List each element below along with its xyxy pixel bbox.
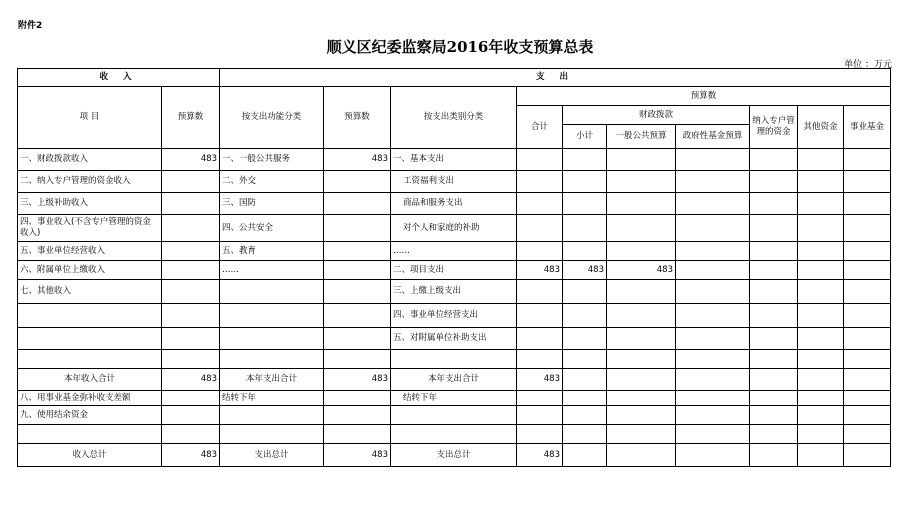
function-budget-cell <box>324 261 391 280</box>
special-funds-cell <box>750 171 798 193</box>
income-budget-cell <box>162 280 220 304</box>
total-cell <box>517 149 563 171</box>
total-header: 合计 <box>517 106 563 149</box>
type-item-cell: 二、项目支出 <box>391 261 517 280</box>
type-item-cell <box>391 406 517 425</box>
other-funds-cell <box>798 369 844 391</box>
other-funds-cell <box>798 304 844 328</box>
subtotal-cell <box>563 171 607 193</box>
function-budget-cell <box>324 406 391 425</box>
function-budget-cell <box>324 350 391 369</box>
special-funds-cell <box>750 369 798 391</box>
table-row <box>18 328 891 350</box>
type-item-cell: 工资福利支出 <box>391 171 517 193</box>
general-budget-cell <box>607 193 676 215</box>
general-budget-cell <box>607 444 676 467</box>
function-budget-cell <box>324 215 391 242</box>
type-item-cell: 商品和服务支出 <box>391 193 517 215</box>
function-item-cell: 本年支出合计 <box>220 369 324 391</box>
type-item-cell: 支出总计 <box>391 444 517 467</box>
income-item-cell <box>18 350 162 369</box>
income-item-cell: 收入总计 <box>18 444 162 467</box>
header-row-2 <box>18 87 891 106</box>
fiscal-header: 财政拨款 <box>563 106 750 125</box>
gov-fund-header: 政府性基金预算 <box>676 125 750 149</box>
general-budget-cell <box>607 242 676 261</box>
table-row <box>18 193 891 215</box>
special-funds-cell <box>750 425 798 444</box>
function-budget-cell <box>324 242 391 261</box>
unit-label: 单位 ：万元 <box>844 60 892 70</box>
career-fund-cell <box>844 444 891 467</box>
type-item-cell: 一、基本支出 <box>391 149 517 171</box>
career-fund-cell <box>844 215 891 242</box>
gov-fund-cell <box>676 444 750 467</box>
type-item-cell: 结转下年 <box>391 391 517 406</box>
function-budget-cell <box>324 328 391 350</box>
income-budget-cell <box>162 406 220 425</box>
general-budget-cell <box>607 280 676 304</box>
general-budget-cell <box>607 304 676 328</box>
function-budget-header: 预算数 <box>324 87 391 149</box>
subtotal-cell <box>563 304 607 328</box>
income-item-cell: 六、附属单位上缴收入 <box>18 261 162 280</box>
income-budget-cell <box>162 328 220 350</box>
table-row <box>18 406 891 425</box>
career-fund-header: 事业基金 <box>844 106 891 149</box>
special-funds-cell <box>750 280 798 304</box>
special-funds-cell <box>750 328 798 350</box>
subtotal-cell <box>563 193 607 215</box>
general-budget-cell <box>607 350 676 369</box>
gov-fund-cell <box>676 350 750 369</box>
income-item-cell: 本年收入合计 <box>18 369 162 391</box>
table-row <box>18 444 891 467</box>
function-item-cell: 三、国防 <box>220 193 324 215</box>
special-funds-cell <box>750 304 798 328</box>
function-item-cell: …… <box>220 261 324 280</box>
total-cell <box>517 193 563 215</box>
other-funds-cell <box>798 425 844 444</box>
special-funds-cell <box>750 215 798 242</box>
gov-fund-cell <box>676 406 750 425</box>
special-funds-cell <box>750 193 798 215</box>
function-item-cell <box>220 304 324 328</box>
income-item-cell: 八、用事业基金弥补收支差额 <box>18 391 162 406</box>
career-fund-cell <box>844 149 891 171</box>
gov-fund-cell <box>676 280 750 304</box>
career-fund-cell <box>844 391 891 406</box>
function-budget-cell <box>324 391 391 406</box>
type-item-cell: 对个人和家庭的补助 <box>391 215 517 242</box>
income-header: 收 入 <box>18 69 220 87</box>
table-row <box>18 280 891 304</box>
general-budget-cell <box>607 328 676 350</box>
function-item-cell <box>220 328 324 350</box>
income-item-cell: 五、事业单位经营收入 <box>18 242 162 261</box>
function-item-cell: 二、外交 <box>220 171 324 193</box>
header-row-1 <box>18 69 891 87</box>
income-budget-cell <box>162 391 220 406</box>
gov-fund-cell <box>676 369 750 391</box>
career-fund-cell <box>844 406 891 425</box>
total-cell: 483 <box>517 444 563 467</box>
general-budget-cell <box>607 149 676 171</box>
table-row <box>18 242 891 261</box>
income-budget-cell: 483 <box>162 444 220 467</box>
subtotal-cell <box>563 149 607 171</box>
function-item-cell: 五、教育 <box>220 242 324 261</box>
function-item-cell: 四、公共安全 <box>220 215 324 242</box>
income-budget-header: 预算数 <box>162 87 220 149</box>
other-funds-cell <box>798 215 844 242</box>
attachment-label: 附件2 <box>18 21 43 31</box>
income-item-cell <box>18 304 162 328</box>
table-row <box>18 391 891 406</box>
function-budget-cell <box>324 193 391 215</box>
income-budget-cell <box>162 261 220 280</box>
subtotal-cell <box>563 425 607 444</box>
general-budget-cell <box>607 391 676 406</box>
function-budget-cell <box>324 304 391 328</box>
table-row <box>18 215 891 242</box>
income-item-cell: 一、财政拨款收入 <box>18 149 162 171</box>
function-class-header: 按支出功能分类 <box>220 87 324 149</box>
other-funds-cell <box>798 280 844 304</box>
page-title: 顺义区纪委监察局2016年收支预算总表 <box>326 38 594 56</box>
total-cell <box>517 242 563 261</box>
type-item-cell: 四、事业单位经营支出 <box>391 304 517 328</box>
other-funds-cell <box>798 193 844 215</box>
general-budget-cell <box>607 171 676 193</box>
career-fund-cell <box>844 369 891 391</box>
other-funds-cell <box>798 149 844 171</box>
total-cell <box>517 328 563 350</box>
type-item-cell: 三、上缴上级支出 <box>391 280 517 304</box>
table-row <box>18 425 891 444</box>
function-budget-cell <box>324 280 391 304</box>
special-funds-header: 纳入专户管理的资金 <box>750 106 798 149</box>
income-budget-cell: 483 <box>162 369 220 391</box>
total-cell <box>517 425 563 444</box>
general-budget-cell: 483 <box>607 261 676 280</box>
income-budget-cell <box>162 171 220 193</box>
subtotal-cell <box>563 215 607 242</box>
career-fund-cell <box>844 425 891 444</box>
total-cell: 483 <box>517 261 563 280</box>
subtotal-cell <box>563 444 607 467</box>
gov-fund-cell <box>676 261 750 280</box>
income-budget-cell <box>162 242 220 261</box>
income-budget-cell <box>162 215 220 242</box>
other-funds-cell <box>798 171 844 193</box>
special-funds-cell <box>750 149 798 171</box>
special-funds-cell <box>750 350 798 369</box>
career-fund-cell <box>844 171 891 193</box>
function-item-cell <box>220 350 324 369</box>
special-funds-cell <box>750 242 798 261</box>
function-budget-cell <box>324 171 391 193</box>
special-funds-cell <box>750 391 798 406</box>
total-cell <box>517 350 563 369</box>
total-cell <box>517 406 563 425</box>
career-fund-cell <box>844 242 891 261</box>
total-cell <box>517 215 563 242</box>
total-cell <box>517 304 563 328</box>
subtotal-cell: 483 <box>563 261 607 280</box>
function-item-cell <box>220 425 324 444</box>
total-cell <box>517 171 563 193</box>
special-funds-cell <box>750 261 798 280</box>
gov-fund-cell <box>676 193 750 215</box>
gov-fund-cell <box>676 242 750 261</box>
general-budget-cell <box>607 406 676 425</box>
income-budget-cell <box>162 425 220 444</box>
total-cell: 483 <box>517 369 563 391</box>
general-budget-cell <box>607 215 676 242</box>
income-item-cell: 二、纳入专户管理的资金收入 <box>18 171 162 193</box>
item-header: 项 目 <box>18 87 162 149</box>
subtotal-cell <box>563 328 607 350</box>
special-funds-cell <box>750 406 798 425</box>
function-item-cell: 一、一般公共服务 <box>220 149 324 171</box>
subtotal-cell <box>563 391 607 406</box>
function-budget-cell: 483 <box>324 149 391 171</box>
table-row <box>18 369 891 391</box>
gov-fund-cell <box>676 149 750 171</box>
function-budget-cell: 483 <box>324 444 391 467</box>
gov-fund-cell <box>676 425 750 444</box>
budget-table <box>17 68 891 467</box>
budget-group-header: 预算数 <box>517 87 891 106</box>
income-item-cell: 七、其他收入 <box>18 280 162 304</box>
table-row <box>18 350 891 369</box>
career-fund-cell <box>844 328 891 350</box>
general-budget-cell <box>607 369 676 391</box>
other-funds-cell <box>798 328 844 350</box>
type-class-header: 按支出类别分类 <box>391 87 517 149</box>
subtotal-cell <box>563 242 607 261</box>
subtotal-cell <box>563 406 607 425</box>
income-budget-cell <box>162 350 220 369</box>
total-cell <box>517 280 563 304</box>
type-item-cell: 五、对附属单位补助支出 <box>391 328 517 350</box>
income-item-cell: 九、使用结余资金 <box>18 406 162 425</box>
subtotal-cell <box>563 280 607 304</box>
career-fund-cell <box>844 350 891 369</box>
special-funds-cell <box>750 444 798 467</box>
type-item-cell <box>391 350 517 369</box>
other-funds-cell <box>798 444 844 467</box>
function-budget-cell: 483 <box>324 369 391 391</box>
gov-fund-cell <box>676 215 750 242</box>
other-funds-cell <box>798 406 844 425</box>
subtotal-cell <box>563 350 607 369</box>
income-item-cell: 三、上级补助收入 <box>18 193 162 215</box>
table-row <box>18 171 891 193</box>
other-funds-cell <box>798 242 844 261</box>
gov-fund-cell <box>676 171 750 193</box>
table-row <box>18 304 891 328</box>
subtotal-header: 小计 <box>563 125 607 149</box>
other-funds-header: 其他资金 <box>798 106 844 149</box>
type-item-cell: 本年支出合计 <box>391 369 517 391</box>
function-item-cell: 支出总计 <box>220 444 324 467</box>
type-item-cell: …… <box>391 242 517 261</box>
other-funds-cell <box>798 350 844 369</box>
function-item-cell <box>220 280 324 304</box>
expenditure-header: 支 出 <box>220 69 891 87</box>
function-item-cell: 结转下年 <box>220 391 324 406</box>
gov-fund-cell <box>676 328 750 350</box>
income-budget-cell: 483 <box>162 149 220 171</box>
career-fund-cell <box>844 261 891 280</box>
gov-fund-cell <box>676 391 750 406</box>
table-row <box>18 149 891 171</box>
other-funds-cell <box>798 261 844 280</box>
general-budget-cell <box>607 425 676 444</box>
career-fund-cell <box>844 280 891 304</box>
income-item-cell <box>18 425 162 444</box>
general-budget-header: 一般公共预算 <box>607 125 676 149</box>
income-budget-cell <box>162 193 220 215</box>
total-cell <box>517 391 563 406</box>
function-item-cell <box>220 406 324 425</box>
income-item-cell <box>18 328 162 350</box>
subtotal-cell <box>563 369 607 391</box>
income-budget-cell <box>162 304 220 328</box>
career-fund-cell <box>844 304 891 328</box>
income-item-cell: 四、事业收入(不含专户管理的资金收入) <box>18 215 162 242</box>
type-item-cell <box>391 425 517 444</box>
table-row <box>18 261 891 280</box>
function-budget-cell <box>324 425 391 444</box>
other-funds-cell <box>798 391 844 406</box>
career-fund-cell <box>844 193 891 215</box>
gov-fund-cell <box>676 304 750 328</box>
